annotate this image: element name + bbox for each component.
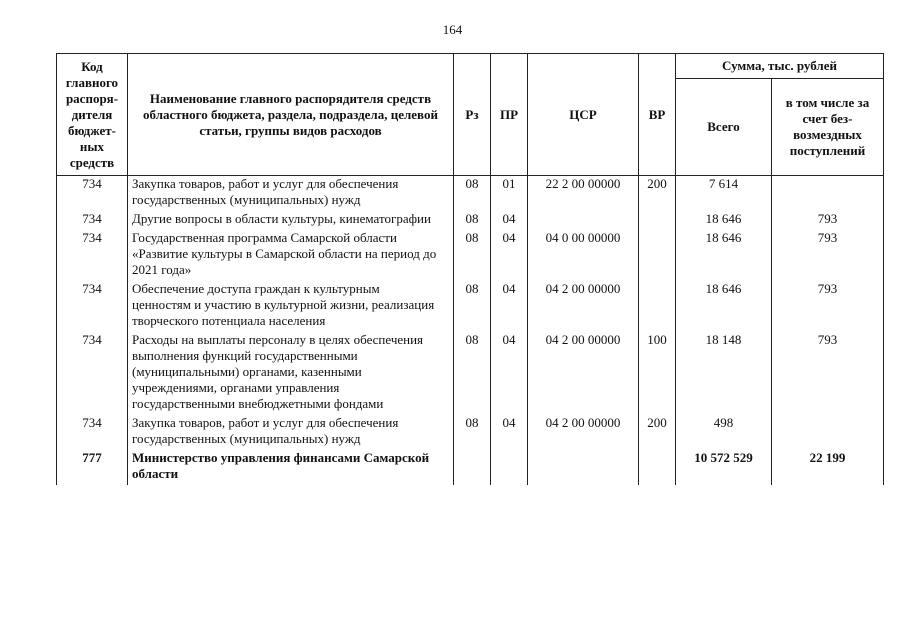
table-row: [57, 281, 884, 332]
table-row: [57, 332, 884, 415]
cell-code: 734: [57, 176, 128, 212]
cell-name: Государственная программа Самарской области «Развитие культуры в Самарской области на период до 2021 года»: [128, 230, 454, 281]
cell-rz: [454, 450, 491, 485]
cell-pr: 04: [491, 281, 528, 332]
cell-csr: [528, 211, 639, 230]
header-including: в том числе за счет без-возмездных поступлений: [772, 79, 884, 176]
cell-including: [772, 415, 884, 450]
table-row: [57, 176, 884, 212]
cell-total: 18 646: [676, 211, 772, 230]
cell-code: 734: [57, 211, 128, 230]
cell-rz: 08: [454, 230, 491, 281]
cell-code: 734: [57, 415, 128, 450]
cell-vr: [639, 230, 676, 281]
cell-rz: 08: [454, 176, 491, 212]
cell-total: 18 646: [676, 230, 772, 281]
cell-vr: 100: [639, 332, 676, 415]
cell-total: 18 646: [676, 281, 772, 332]
table-row: [57, 230, 884, 281]
cell-name: Другие вопросы в области культуры, кинематографии: [128, 211, 454, 230]
cell-including: 22 199: [772, 450, 884, 485]
cell-csr: 22 2 00 00000: [528, 176, 639, 212]
cell-vr: [639, 450, 676, 485]
table-row: [57, 211, 884, 230]
cell-csr: 04 0 00 00000: [528, 230, 639, 281]
header-total: Всего: [676, 79, 772, 176]
cell-including: 793: [772, 332, 884, 415]
cell-code: 734: [57, 332, 128, 415]
cell-vr: [639, 281, 676, 332]
cell-vr: [639, 211, 676, 230]
header-sum-group: Сумма, тыс. рублей: [676, 54, 884, 79]
cell-vr: 200: [639, 176, 676, 212]
cell-rz: 08: [454, 281, 491, 332]
cell-name: Министерство управления финансами Самарской области: [128, 450, 454, 485]
cell-rz: 08: [454, 332, 491, 415]
cell-including: 793: [772, 230, 884, 281]
cell-pr: 04: [491, 332, 528, 415]
header-name: Наименование главного распорядителя средств областного бюджета, раздела, подраздела, целевой статьи, группы видов расходов: [128, 54, 454, 176]
table-body: [57, 176, 884, 486]
cell-rz: 08: [454, 211, 491, 230]
cell-including: 793: [772, 211, 884, 230]
cell-total: 7 614: [676, 176, 772, 212]
header-pr: ПР: [491, 54, 528, 176]
cell-pr: [491, 450, 528, 485]
cell-csr: [528, 450, 639, 485]
cell-pr: 04: [491, 415, 528, 450]
cell-code: 734: [57, 281, 128, 332]
cell-rz: 08: [454, 415, 491, 450]
cell-pr: 04: [491, 230, 528, 281]
cell-name: Закупка товаров, работ и услуг для обеспечения государственных (муниципальных) нужд: [128, 176, 454, 212]
cell-total: 18 148: [676, 332, 772, 415]
cell-name: Обеспечение доступа граждан к культурным ценностям и участию в культурной жизни, реализация творческого потенциала населения: [128, 281, 454, 332]
cell-code: 734: [57, 230, 128, 281]
cell-name: Расходы на выплаты персоналу в целях обеспечения выполнения функций государственными (муниципальными) органами, казенными учреждениями, органами управления государственными внебюджетными фондами: [128, 332, 454, 415]
page-number: 164: [442, 22, 463, 37]
header-vr: ВР: [639, 54, 676, 176]
header-csr: ЦСР: [528, 54, 639, 176]
cell-vr: 200: [639, 415, 676, 450]
table-row: [57, 450, 884, 485]
cell-csr: 04 2 00 00000: [528, 415, 639, 450]
cell-pr: 04: [491, 211, 528, 230]
cell-total: 10 572 529: [676, 450, 772, 485]
cell-including: [772, 176, 884, 212]
header-rz: Рз: [454, 54, 491, 176]
table-header: [57, 54, 884, 176]
cell-csr: 04 2 00 00000: [528, 281, 639, 332]
cell-code: 777: [57, 450, 128, 485]
cell-name: Закупка товаров, работ и услуг для обеспечения государственных (муниципальных) нужд: [128, 415, 454, 450]
table-row: [57, 415, 884, 450]
cell-csr: 04 2 00 00000: [528, 332, 639, 415]
cell-pr: 01: [491, 176, 528, 212]
budget-table: [56, 53, 884, 485]
header-code: Код главного распоря-дителя бюджет-ных средств: [57, 54, 128, 176]
cell-total: 498: [676, 415, 772, 450]
cell-including: 793: [772, 281, 884, 332]
